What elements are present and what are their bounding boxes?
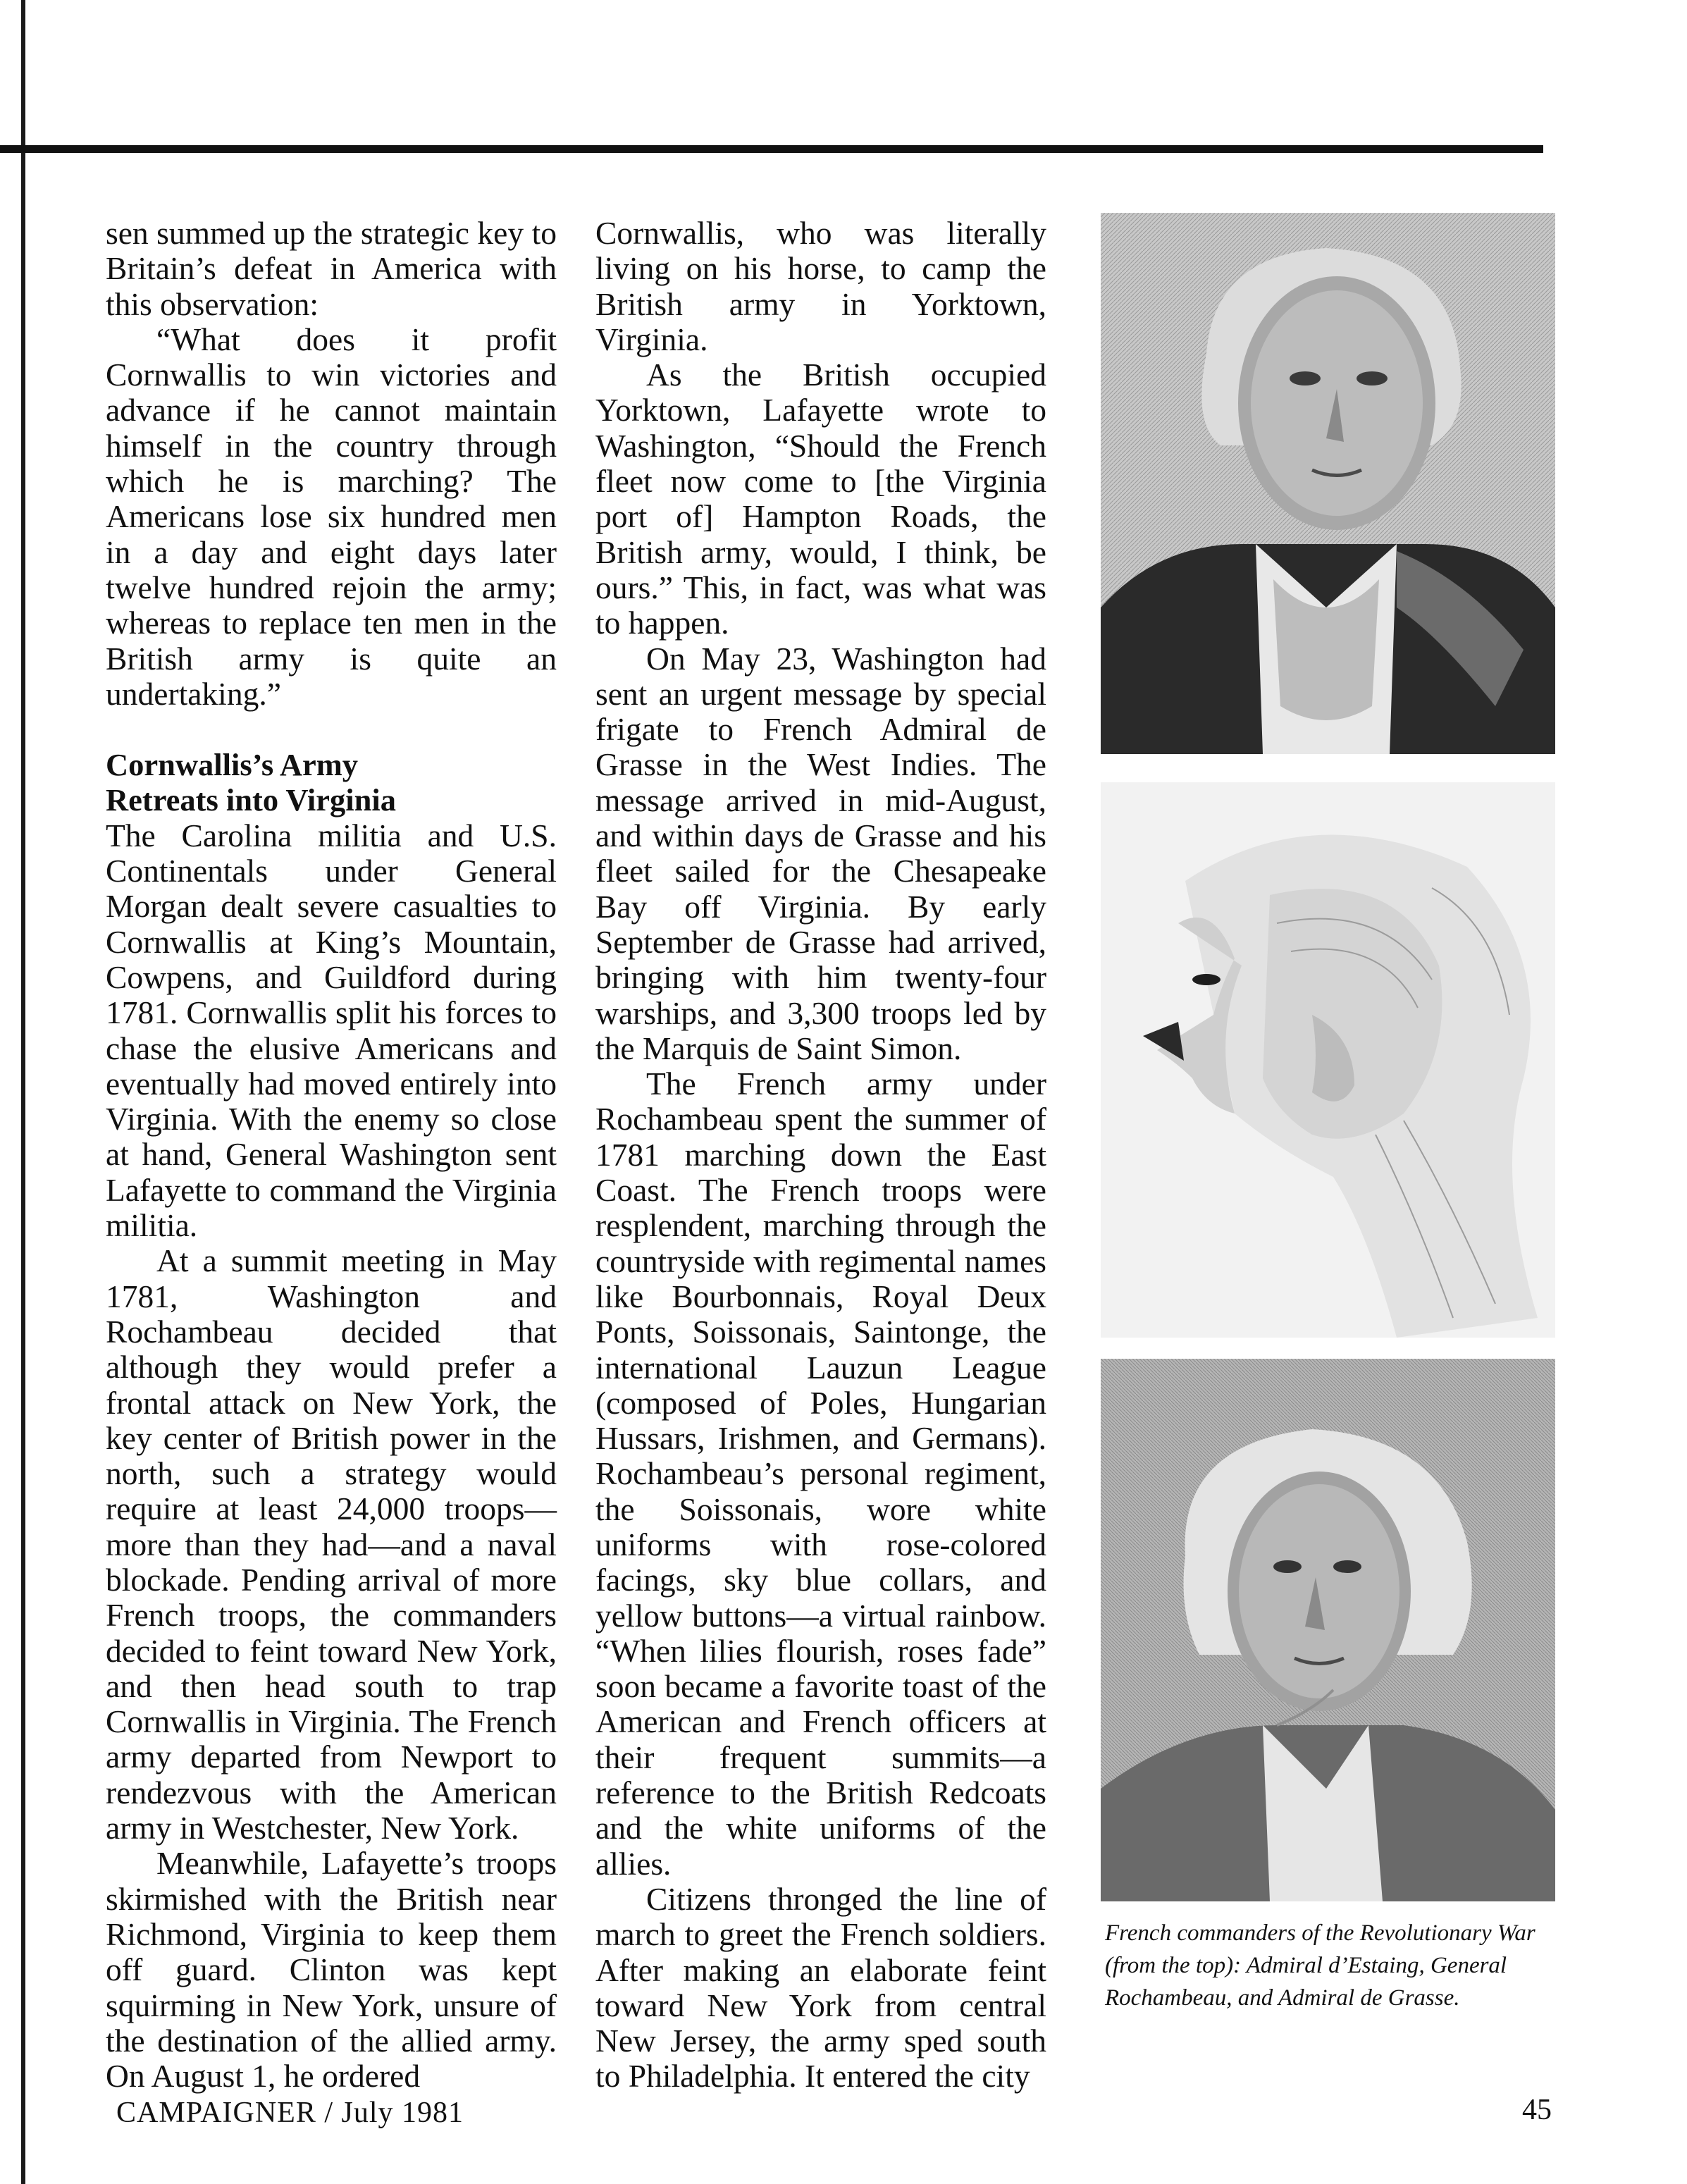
page-number: 45 bbox=[1522, 2094, 1552, 2126]
paragraph: On May 23, Washington had sent an urgent message by special frigate to French Admiral de Grasse in the West Indies. The message arrived in mid-August, and within days de Grasse and his fleet sailed for the Chesapeake Bay off Virginia. By early September de Grasse had arrived, bringing with him twenty-four warships, and 3,300 troops led by the Marquis de Saint Simon. bbox=[595, 640, 1046, 1066]
page-edge-bar bbox=[21, 0, 25, 2184]
text-column-2 bbox=[595, 216, 1046, 2094]
text-column-1 bbox=[106, 216, 557, 2094]
portrait-destaing bbox=[1101, 213, 1555, 754]
figure-caption: French commanders of the Revolutionary War (from the top): Admiral d’Estaing, General Rochambeau, and Admiral de Grasse. bbox=[1105, 1920, 1535, 2011]
footer-publication: CAMPAIGNER / July 1981 bbox=[116, 2097, 464, 2129]
paragraph: Citizens thronged the line of march to greet the French soldiers. After making an elaborate feint toward New York from central New Jersey, the army sped south to Philadelphia. It entered the city bbox=[595, 1880, 1046, 2094]
paragraph: The French army under Rochambeau spent the summer of 1781 marching down the East Coast. The French troops were resplendent, marching through the countryside with regimental names like Bourbonnais, Royal Deux Ponts, Soissonais, Saintonge, the international Lauzun League (composed of Poles, Hungarian Hussars, Irishmen, and Germans). Rochambeau’s personal regiment, the Soissonais, wore white uniforms with rose-colored facings, sky blue collars, and yellow buttons—a virtual rainbow. “When lilies flourish, roses fade” soon became a favorite toast of the American and French officers at their frequent summits—a reference to the British Redcoats and the white uniforms of the allies. bbox=[595, 1066, 1046, 1882]
paragraph: At a summit meeting in May 1781, Washington and Rochambeau decided that although they would prefer a frontal attack on New York, the key center of British power in the north, such a strategy would require at least 24,000 troops—more than they had—and a naval blockade. Pending arrival of more French troops, the commanders decided to feint toward New York, and then head south to trap Cornwallis in Virginia. The French army departed from Newport to rendezvous with the American army in Westchester, New York. bbox=[106, 1242, 557, 1846]
paragraph: sen summed up the strategic key to Britain’s defeat in America with this observation: bbox=[106, 215, 557, 322]
quote-paragraph: “What does it profit Cornwallis to win victories and advance if he cannot maintain himself in the country through which he is marching? The Americans lose six hundred men in a day and eight days later twelve hundred rejoin the army; whereas to replace ten men in the British army is quite an undertaking.” bbox=[106, 321, 557, 712]
section-heading-line-1: Cornwallis’s Army bbox=[106, 747, 359, 783]
portrait-de-grasse bbox=[1101, 1359, 1555, 1901]
section-heading bbox=[106, 747, 557, 818]
header-rule bbox=[0, 145, 1543, 153]
portrait-rochambeau bbox=[1101, 782, 1555, 1338]
paragraph: As the British occupied Yorktown, Lafayette wrote to Washington, “Should the French fleet now come to [the Virginia port of] Hampton Roads, the British army, would, I think, be ours.” This, in fact, was what was to happen. bbox=[595, 357, 1046, 641]
paragraph: Cornwallis, who was literally living on his horse, to camp the British army in Yorktown, Virginia. bbox=[595, 215, 1046, 357]
paragraph: The Carolina militia and U.S. Continentals under General Morgan dealt severe casualties to Cornwallis at King’s Mountain, Cowpens, and Guildford during 1781. Cornwallis split his forces to chase the elusive Americans and eventually had moved entirely into Virginia. With the enemy so close at hand, General Washington sent Lafayette to command the Virginia militia. bbox=[106, 817, 557, 1244]
paragraph: Meanwhile, Lafayette’s troops skirmished with the British near Richmond, Virginia to keep them off guard. Clinton was kept squirming in New York, unsure of the destination of the allied army. On August 1, he ordered bbox=[106, 1845, 557, 2094]
section-heading-line-2: Retreats into Virginia bbox=[106, 782, 396, 818]
